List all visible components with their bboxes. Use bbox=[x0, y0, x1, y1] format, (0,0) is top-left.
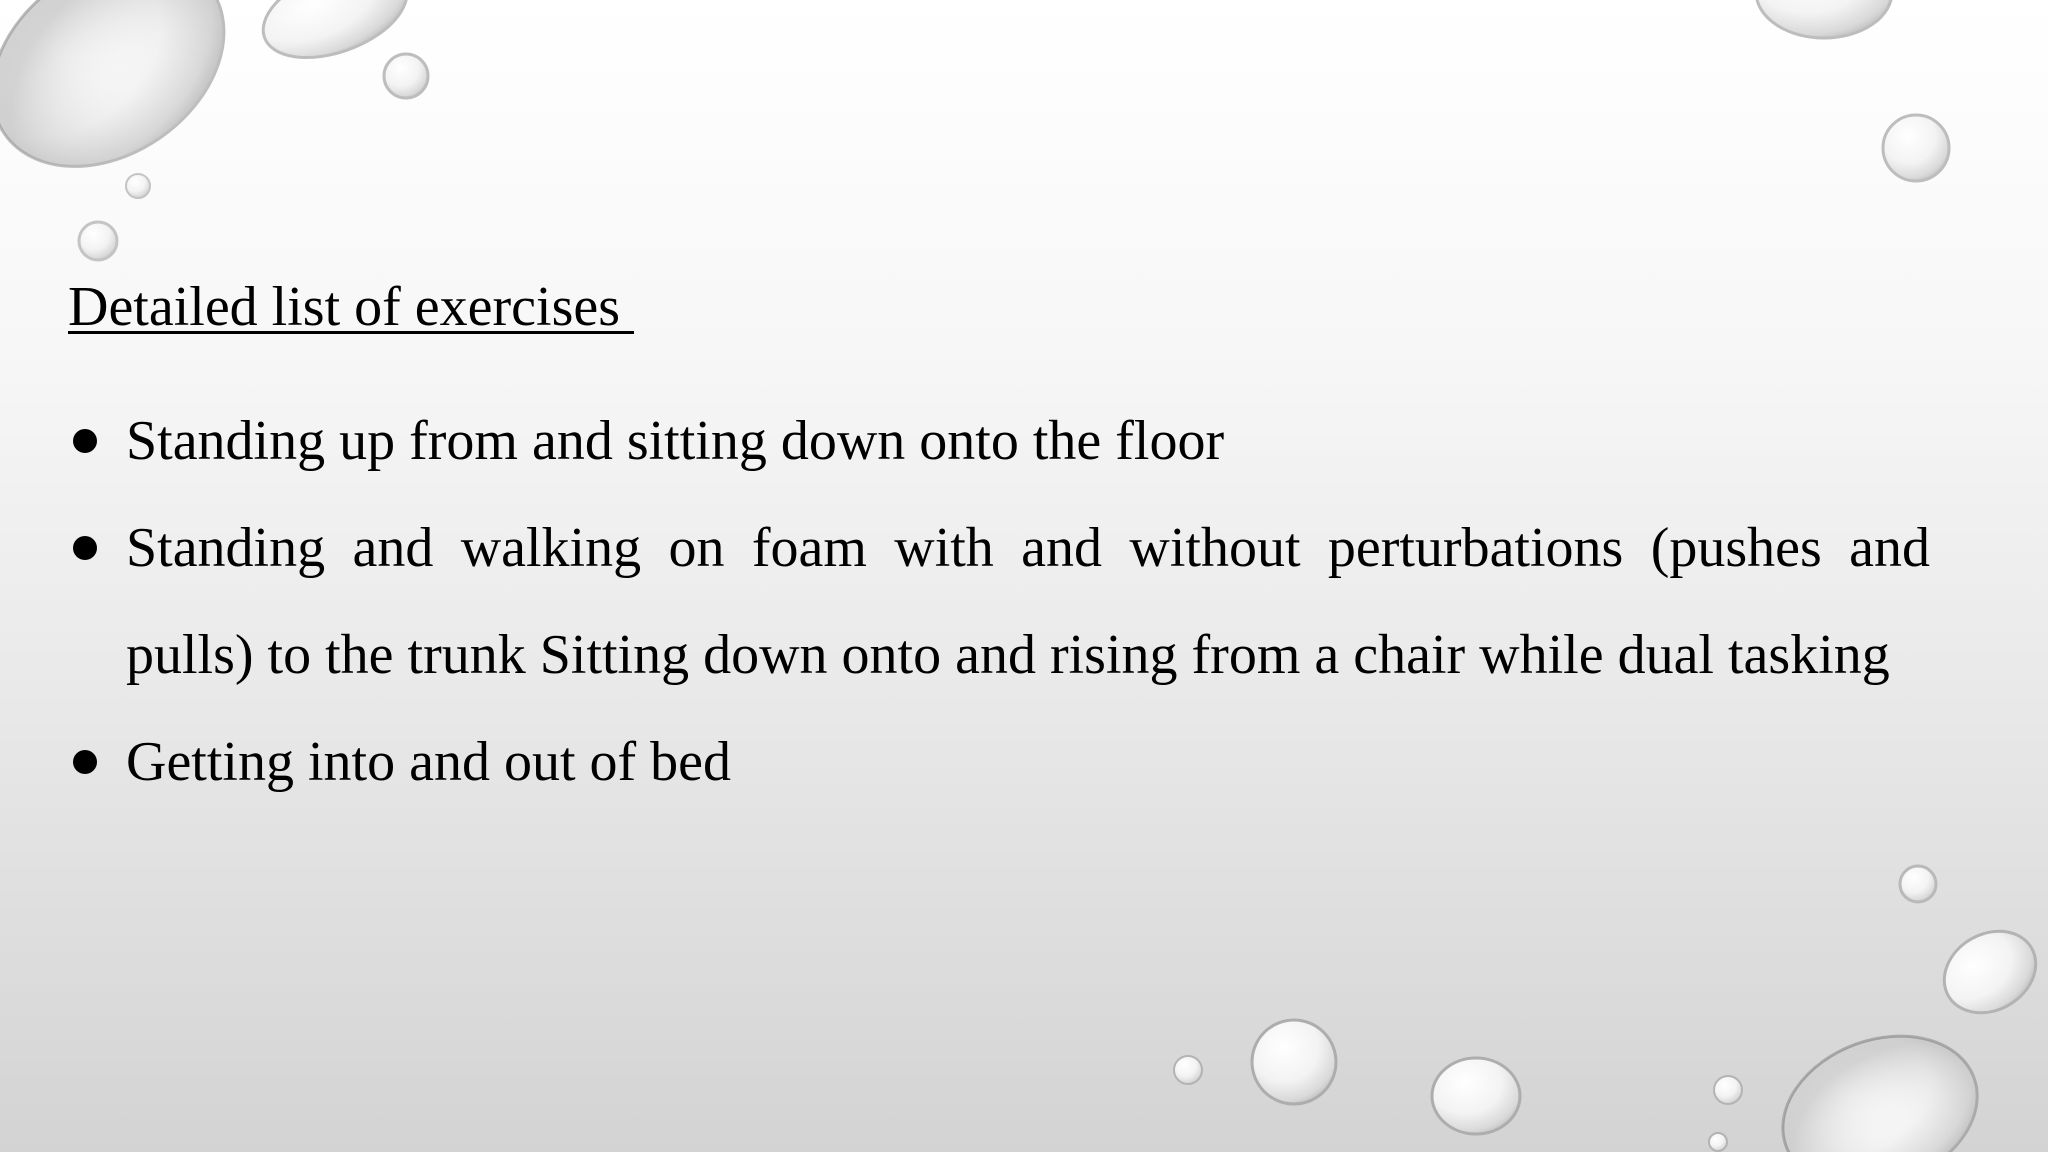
bullet-icon bbox=[73, 536, 97, 560]
droplet bbox=[1714, 1076, 1742, 1104]
droplet bbox=[1756, 0, 1892, 38]
bullet-text: Getting into and out of bed bbox=[126, 731, 732, 793]
droplet bbox=[1761, 1010, 1998, 1152]
droplet bbox=[0, 0, 264, 210]
bullet-item bbox=[68, 709, 1930, 816]
droplet bbox=[1929, 915, 2048, 1029]
bullet-icon bbox=[73, 429, 97, 453]
bullet-item bbox=[68, 388, 1930, 495]
droplet bbox=[79, 222, 117, 260]
droplet bbox=[1900, 866, 1936, 902]
bullet-item bbox=[68, 495, 1930, 709]
bullet-text: Standing and walking on foam with and without perturbations (pushes and pulls) to the trunk Sitting down onto and rising from a chair while dual tasking bbox=[126, 517, 1930, 686]
droplet bbox=[1252, 1020, 1336, 1104]
droplet bbox=[1883, 115, 1949, 181]
droplet bbox=[126, 174, 150, 198]
slide-heading: Detailed list of exercises bbox=[68, 276, 635, 338]
droplet bbox=[1709, 1133, 1727, 1151]
droplet bbox=[1174, 1056, 1202, 1084]
droplet bbox=[384, 54, 428, 98]
bullet-list bbox=[68, 388, 1930, 816]
droplet bbox=[251, 0, 419, 75]
bullet-text: Standing up from and sitting down onto the floor bbox=[126, 410, 1225, 472]
droplet bbox=[1432, 1058, 1520, 1134]
bullet-icon bbox=[73, 750, 97, 774]
